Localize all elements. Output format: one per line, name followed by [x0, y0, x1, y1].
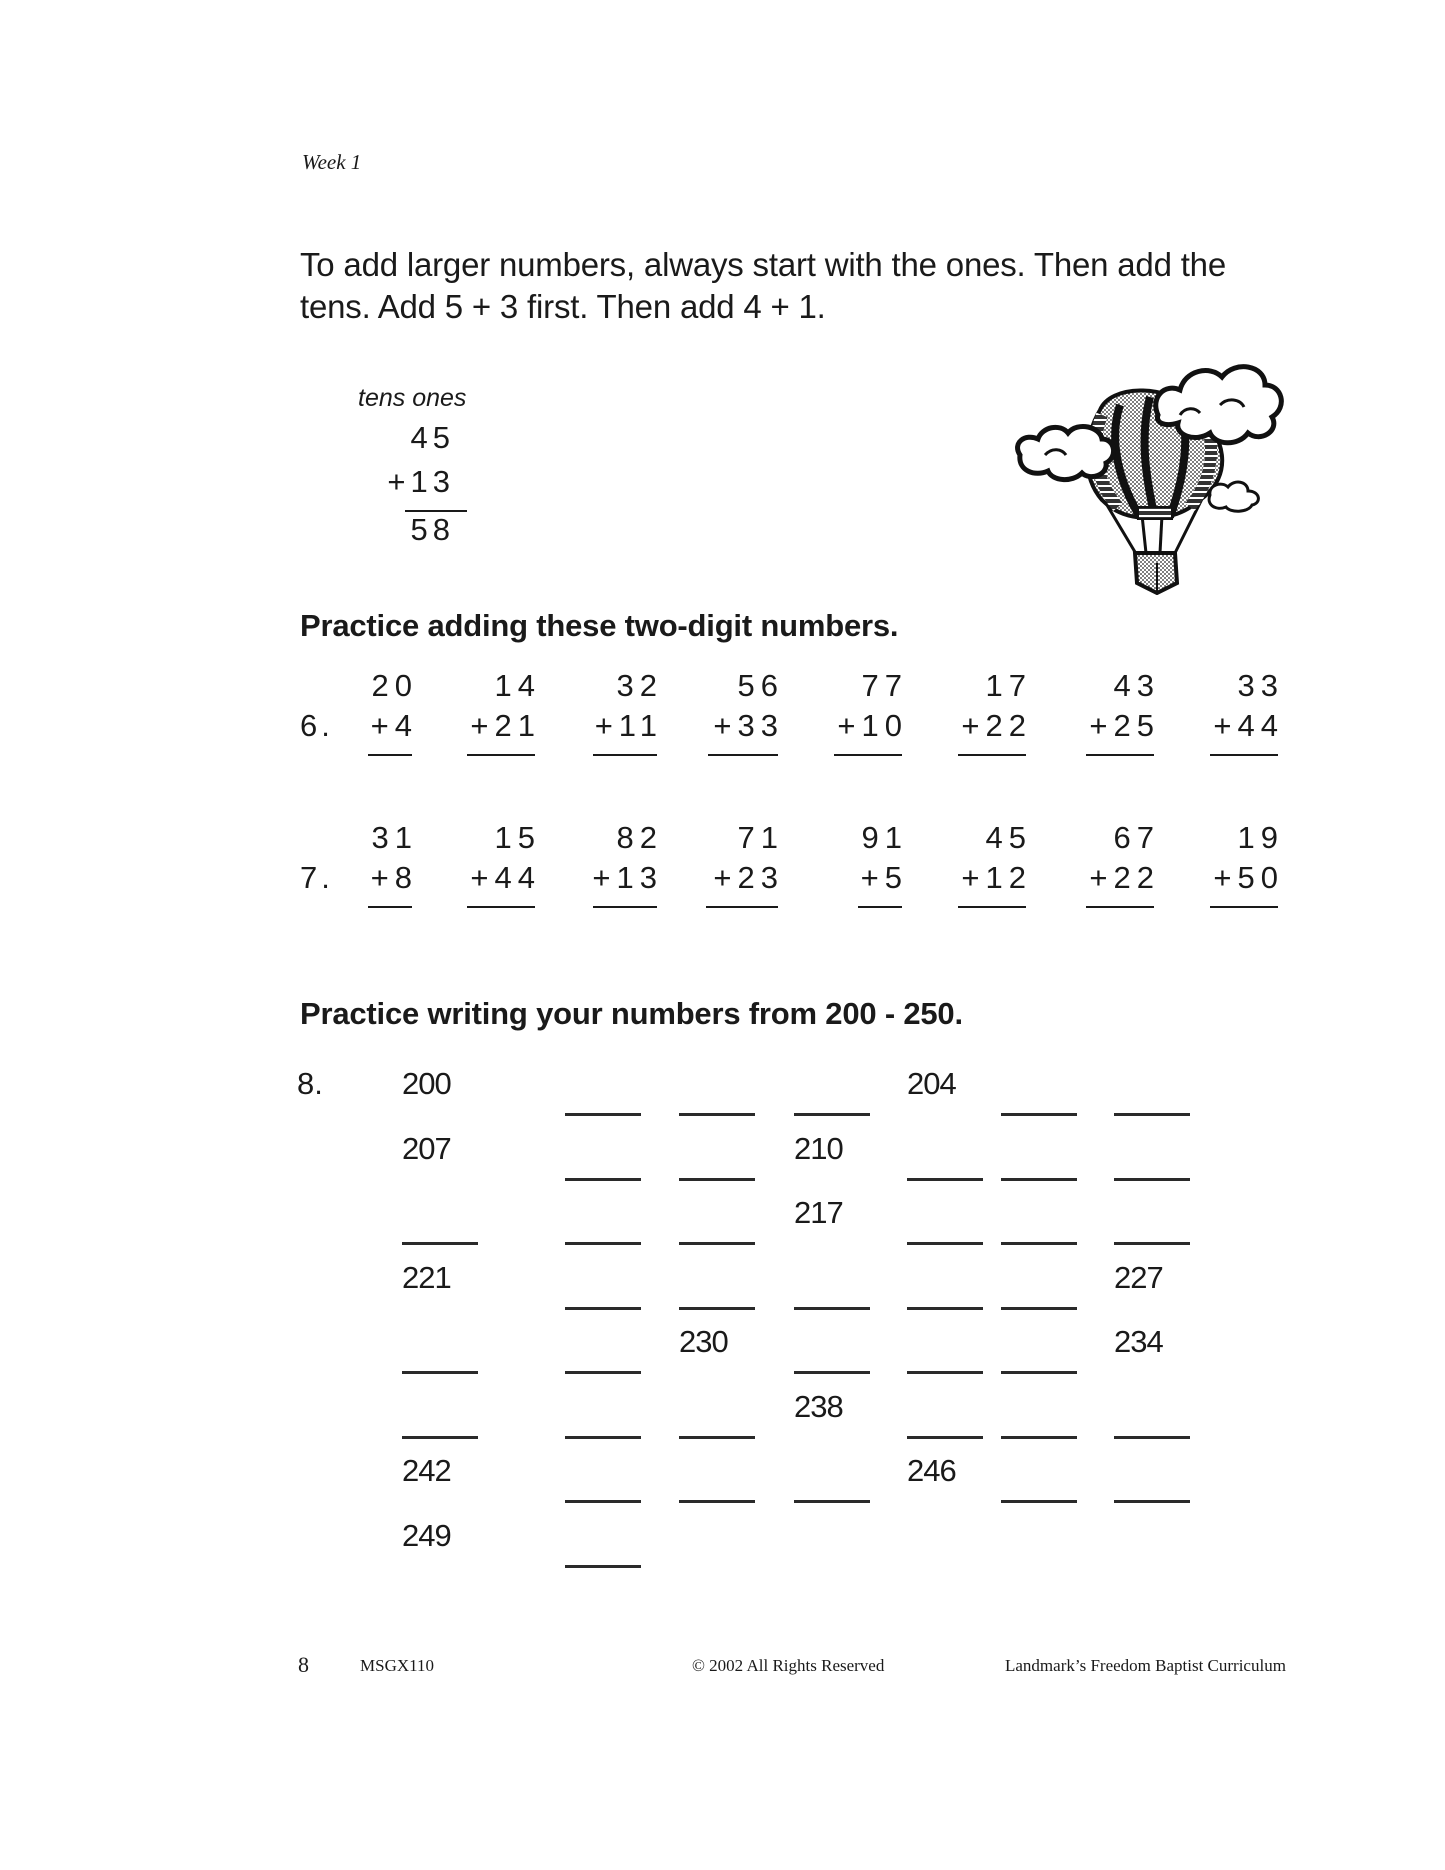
number-blank-line[interactable]: [794, 1307, 870, 1310]
number-blank-line[interactable]: [1001, 1113, 1077, 1116]
addend-top: 32: [616, 668, 663, 703]
number-blank-line[interactable]: [402, 1436, 478, 1439]
given-number: 246: [907, 1453, 956, 1488]
given-number: 249: [402, 1517, 451, 1553]
number-blank-line[interactable]: [794, 1113, 870, 1116]
number-blank-line[interactable]: [679, 1113, 755, 1116]
number-blank-line[interactable]: [402, 1242, 478, 1245]
answer-line[interactable]: [1210, 754, 1278, 756]
number-blank-line[interactable]: [1001, 1436, 1077, 1439]
answer-line[interactable]: [593, 906, 657, 908]
addend-bottom: +23: [713, 860, 784, 895]
answer-line[interactable]: [593, 754, 657, 756]
addend-top: 56: [737, 668, 784, 703]
course-code: MSGX110: [360, 1656, 434, 1675]
addend-top: 19: [1237, 820, 1284, 855]
addend-top: 31: [371, 820, 418, 855]
number-blank-line[interactable]: [565, 1307, 641, 1310]
answer-line[interactable]: [958, 906, 1026, 908]
number-blank-line[interactable]: [679, 1242, 755, 1245]
number-blank-line[interactable]: [565, 1242, 641, 1245]
number-blank-line[interactable]: [1114, 1436, 1190, 1439]
exercise-number: 7.: [300, 860, 334, 895]
number-blank-line[interactable]: [1114, 1500, 1190, 1503]
given-number: 242: [402, 1453, 451, 1488]
given-number: 230: [679, 1324, 728, 1359]
number-blank-line[interactable]: [565, 1371, 641, 1374]
number-blank-line[interactable]: [907, 1436, 983, 1439]
answer-line[interactable]: [708, 754, 778, 756]
given-number: 204: [907, 1066, 956, 1101]
addend-bottom: +33: [713, 708, 784, 743]
number-blank-line[interactable]: [679, 1178, 755, 1181]
answer-line[interactable]: [706, 906, 778, 908]
number-blank-line[interactable]: [907, 1371, 983, 1374]
given-number: 200: [402, 1066, 451, 1101]
number-blank-line[interactable]: [907, 1307, 983, 1310]
addend-top: 67: [1113, 820, 1160, 855]
addend-bottom: +21: [470, 708, 541, 743]
answer-line[interactable]: [368, 754, 412, 756]
number-blank-line[interactable]: [1114, 1113, 1190, 1116]
answer-line[interactable]: [467, 906, 535, 908]
number-blank-line[interactable]: [1001, 1242, 1077, 1245]
place-value-label: tens ones: [358, 384, 467, 412]
number-blank-line[interactable]: [402, 1371, 478, 1374]
addend-bottom: +22: [961, 708, 1032, 743]
number-blank-line[interactable]: [565, 1565, 641, 1568]
addend-bottom: +25: [1089, 708, 1160, 743]
answer-line[interactable]: [834, 754, 902, 756]
number-blank-line[interactable]: [1001, 1178, 1077, 1181]
intro-text-line-2: tens. Add 5 + 3 first. Then add 4 + 1.: [300, 288, 826, 325]
number-blank-line[interactable]: [565, 1113, 641, 1116]
number-blank-line[interactable]: [565, 1178, 641, 1181]
number-blank-line[interactable]: [794, 1500, 870, 1503]
given-number: 221: [402, 1259, 451, 1295]
number-blank-line[interactable]: [907, 1242, 983, 1245]
exercise-number: 6.: [300, 708, 334, 743]
addend-bottom: +12: [961, 860, 1032, 895]
addend-top: 45: [985, 820, 1032, 855]
writing-exercise-number: 8.: [297, 1066, 323, 1101]
addend-bottom: +8: [370, 860, 418, 895]
addend-top: 15: [494, 820, 541, 855]
given-number: 234: [1114, 1324, 1163, 1359]
addend-top: 43: [1113, 668, 1160, 703]
hot-air-balloon-icon: [990, 335, 1290, 595]
addend-bottom: +10: [837, 708, 908, 743]
addend-bottom: +4: [370, 708, 418, 743]
answer-line[interactable]: [1086, 906, 1154, 908]
number-blank-line[interactable]: [1001, 1371, 1077, 1374]
addend-bottom: +13: [592, 860, 663, 895]
addition-section-heading: Practice adding these two-digit numbers.: [300, 608, 899, 643]
answer-line[interactable]: [858, 906, 902, 908]
number-blank-line[interactable]: [679, 1436, 755, 1439]
addend-bottom: +11: [594, 708, 663, 743]
publisher-name: Landmark’s Freedom Baptist Curriculum: [1005, 1656, 1286, 1675]
addend-top: 20: [371, 668, 418, 703]
addend-top: 77: [861, 668, 908, 703]
copyright-notice: © 2002 All Rights Reserved: [692, 1656, 885, 1675]
number-blank-line[interactable]: [1114, 1242, 1190, 1245]
addend-top: 14: [494, 668, 541, 703]
intro-text-line-1: To add larger numbers, always start with the ones. Then add the: [300, 246, 1226, 283]
answer-line[interactable]: [467, 754, 535, 756]
page-number: 8: [298, 1652, 309, 1677]
given-number: 210: [794, 1130, 843, 1166]
addend-bottom: +5: [860, 860, 908, 895]
given-number: 238: [794, 1388, 843, 1424]
answer-line[interactable]: [1210, 906, 1278, 908]
number-blank-line[interactable]: [794, 1371, 870, 1374]
given-number: 207: [402, 1130, 451, 1166]
answer-line[interactable]: [1086, 754, 1154, 756]
addend-bottom: +22: [1089, 860, 1160, 895]
addend-top: 82: [616, 820, 663, 855]
example-top-number: 45: [410, 420, 455, 455]
addend-top: 17: [985, 668, 1032, 703]
given-number: 217: [794, 1195, 843, 1230]
number-blank-line[interactable]: [1114, 1178, 1190, 1181]
number-blank-line[interactable]: [565, 1436, 641, 1439]
given-number: 227: [1114, 1259, 1163, 1295]
addend-top: 33: [1237, 668, 1284, 703]
addend-bottom: +44: [1213, 708, 1284, 743]
week-label: Week 1: [302, 150, 362, 174]
number-blank-line[interactable]: [1001, 1500, 1077, 1503]
answer-line[interactable]: [368, 906, 412, 908]
addend-top: 91: [861, 820, 908, 855]
number-blank-line[interactable]: [565, 1500, 641, 1503]
number-blank-line[interactable]: [1001, 1307, 1077, 1310]
example-sum: 58: [410, 512, 455, 547]
number-blank-line[interactable]: [679, 1500, 755, 1503]
example-addend: +13: [387, 464, 455, 499]
addend-top: 71: [737, 820, 784, 855]
addend-bottom: +44: [470, 860, 541, 895]
number-blank-line[interactable]: [907, 1178, 983, 1181]
number-blank-line[interactable]: [679, 1307, 755, 1310]
writing-section-heading: Practice writing your numbers from 200 - 250.: [300, 996, 963, 1031]
addend-bottom: +50: [1213, 860, 1284, 895]
answer-line[interactable]: [958, 754, 1026, 756]
